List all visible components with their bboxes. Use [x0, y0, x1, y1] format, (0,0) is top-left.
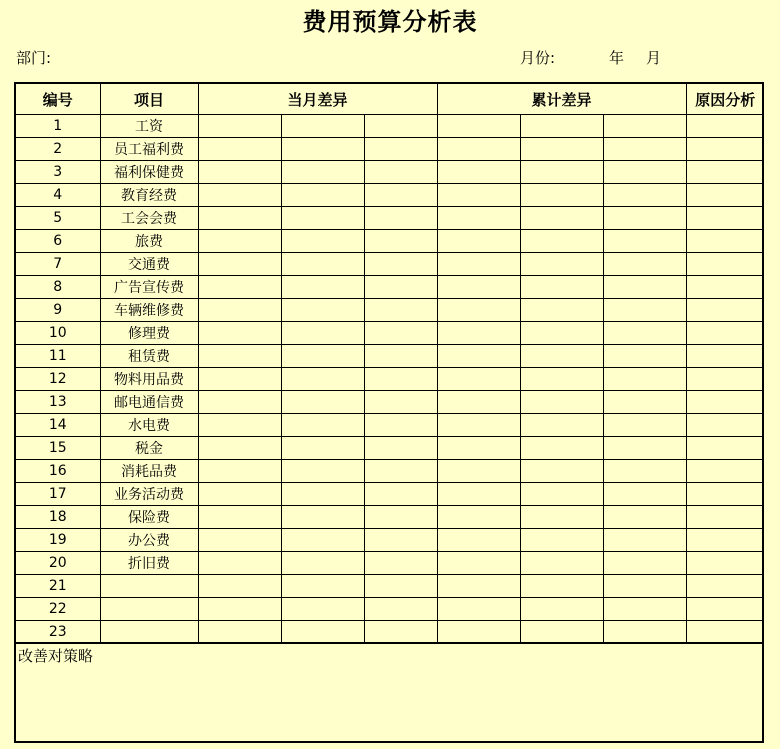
- cumulative-variance-cell[interactable]: [437, 345, 520, 368]
- current-month-variance-cell[interactable]: [281, 322, 364, 345]
- cumulative-variance-cell[interactable]: [520, 414, 603, 437]
- current-month-variance-cell[interactable]: [281, 552, 364, 575]
- current-month-variance-cell[interactable]: [198, 184, 281, 207]
- current-month-variance-cell[interactable]: [281, 230, 364, 253]
- table-row: [16, 138, 764, 161]
- current-month-variance-cell[interactable]: [198, 391, 281, 414]
- current-month-variance-cell[interactable]: [281, 598, 364, 621]
- current-month-variance-cell[interactable]: [364, 598, 437, 621]
- current-month-variance-cell[interactable]: [198, 575, 281, 598]
- current-month-variance-cell[interactable]: [198, 161, 281, 184]
- row-number-cell: 19: [16, 529, 100, 552]
- cause-analysis-cell[interactable]: [686, 253, 764, 276]
- table-row: [16, 506, 764, 529]
- row-number-cell: 12: [16, 368, 100, 391]
- cumulative-variance-cell[interactable]: [603, 575, 686, 598]
- cumulative-variance-cell[interactable]: [437, 460, 520, 483]
- row-number-cell: 2: [16, 138, 100, 161]
- cumulative-variance-cell[interactable]: [603, 322, 686, 345]
- cumulative-variance-cell[interactable]: [520, 345, 603, 368]
- current-month-variance-cell[interactable]: [364, 483, 437, 506]
- current-month-variance-cell[interactable]: [281, 437, 364, 460]
- row-number-cell: 6: [16, 230, 100, 253]
- expense-item-cell[interactable]: 消耗品费: [100, 460, 198, 483]
- table-row: [16, 391, 764, 414]
- current-month-variance-cell[interactable]: [281, 529, 364, 552]
- cumulative-variance-cell[interactable]: [520, 621, 603, 644]
- current-month-variance-cell[interactable]: [198, 322, 281, 345]
- cumulative-variance-cell[interactable]: [437, 529, 520, 552]
- cumulative-variance-cell[interactable]: [437, 230, 520, 253]
- table-row: [16, 414, 764, 437]
- current-month-variance-cell[interactable]: [364, 368, 437, 391]
- current-month-variance-cell[interactable]: [364, 437, 437, 460]
- table-row: [16, 621, 764, 644]
- column-header-current-month-variance: 当月差异: [198, 84, 437, 115]
- row-number-cell: 8: [16, 276, 100, 299]
- cumulative-variance-cell[interactable]: [520, 529, 603, 552]
- row-number-cell: 13: [16, 391, 100, 414]
- cumulative-variance-cell[interactable]: [437, 322, 520, 345]
- year-unit-label: 年: [609, 49, 625, 67]
- current-month-variance-cell[interactable]: [198, 207, 281, 230]
- cumulative-variance-cell[interactable]: [520, 483, 603, 506]
- row-number-cell: 21: [16, 575, 100, 598]
- cumulative-variance-cell[interactable]: [520, 184, 603, 207]
- current-month-variance-cell[interactable]: [198, 276, 281, 299]
- cause-analysis-cell[interactable]: [686, 621, 764, 644]
- cumulative-variance-cell[interactable]: [520, 506, 603, 529]
- cumulative-variance-cell[interactable]: [603, 368, 686, 391]
- cumulative-variance-cell[interactable]: [603, 207, 686, 230]
- current-month-variance-cell[interactable]: [198, 230, 281, 253]
- current-month-variance-cell[interactable]: [198, 299, 281, 322]
- month-label: 月份:: [520, 49, 556, 67]
- current-month-variance-cell[interactable]: [281, 483, 364, 506]
- improvement-strategy-area[interactable]: [16, 642, 762, 744]
- table-row: [16, 368, 764, 391]
- expense-item-cell[interactable]: [100, 621, 198, 644]
- expense-item-cell[interactable]: 租赁费: [100, 345, 198, 368]
- row-number-cell: 11: [16, 345, 100, 368]
- current-month-variance-cell[interactable]: [364, 322, 437, 345]
- row-number-cell: 7: [16, 253, 100, 276]
- current-month-variance-cell[interactable]: [281, 391, 364, 414]
- column-header-cumulative-variance: 累计差异: [437, 84, 686, 115]
- cumulative-variance-cell[interactable]: [520, 552, 603, 575]
- cumulative-variance-cell[interactable]: [437, 184, 520, 207]
- current-month-variance-cell[interactable]: [198, 506, 281, 529]
- current-month-variance-cell[interactable]: [281, 253, 364, 276]
- table-row: [16, 575, 764, 598]
- expense-item-cell[interactable]: 修理费: [100, 322, 198, 345]
- cause-analysis-cell[interactable]: [686, 552, 764, 575]
- cumulative-variance-cell[interactable]: [437, 437, 520, 460]
- table-row: [16, 322, 764, 345]
- current-month-variance-cell[interactable]: [364, 552, 437, 575]
- table-row: [16, 161, 764, 184]
- cumulative-variance-cell[interactable]: [437, 414, 520, 437]
- current-month-variance-cell[interactable]: [198, 138, 281, 161]
- expense-item-cell[interactable]: 车辆维修费: [100, 299, 198, 322]
- row-number-cell: 3: [16, 161, 100, 184]
- cause-analysis-cell[interactable]: [686, 276, 764, 299]
- table-row: [16, 529, 764, 552]
- table-row: [16, 299, 764, 322]
- current-month-variance-cell[interactable]: [281, 276, 364, 299]
- cumulative-variance-cell[interactable]: [603, 184, 686, 207]
- cumulative-variance-cell[interactable]: [520, 391, 603, 414]
- current-month-variance-cell[interactable]: [364, 253, 437, 276]
- budget-analysis-sheet: [14, 82, 764, 743]
- current-month-variance-cell[interactable]: [281, 138, 364, 161]
- table-row: [16, 230, 764, 253]
- cumulative-variance-cell[interactable]: [603, 437, 686, 460]
- row-number-cell: 22: [16, 598, 100, 621]
- cause-analysis-cell[interactable]: [686, 483, 764, 506]
- row-number-cell: 4: [16, 184, 100, 207]
- page-title: 费用预算分析表: [302, 8, 478, 36]
- current-month-variance-cell[interactable]: [364, 460, 437, 483]
- table-row: [16, 276, 764, 299]
- cumulative-variance-cell[interactable]: [437, 621, 520, 644]
- cumulative-variance-cell[interactable]: [520, 368, 603, 391]
- cumulative-variance-cell[interactable]: [603, 138, 686, 161]
- current-month-variance-cell[interactable]: [281, 621, 364, 644]
- cumulative-variance-cell[interactable]: [520, 230, 603, 253]
- row-number-cell: 17: [16, 483, 100, 506]
- row-number-cell: 9: [16, 299, 100, 322]
- cumulative-variance-cell[interactable]: [437, 207, 520, 230]
- expense-item-cell[interactable]: 物料用品费: [100, 368, 198, 391]
- current-month-variance-cell[interactable]: [198, 368, 281, 391]
- expense-item-cell[interactable]: 旅费: [100, 230, 198, 253]
- cumulative-variance-cell[interactable]: [437, 115, 520, 138]
- cumulative-variance-cell[interactable]: [437, 299, 520, 322]
- current-month-variance-cell[interactable]: [281, 345, 364, 368]
- row-number-cell: 15: [16, 437, 100, 460]
- cause-analysis-cell[interactable]: [686, 391, 764, 414]
- table-row: [16, 115, 764, 138]
- current-month-variance-cell[interactable]: [364, 230, 437, 253]
- table-row: [16, 207, 764, 230]
- month-unit-label: 月: [646, 49, 662, 67]
- cumulative-variance-cell[interactable]: [437, 161, 520, 184]
- cumulative-variance-cell[interactable]: [603, 161, 686, 184]
- cumulative-variance-cell[interactable]: [437, 391, 520, 414]
- current-month-variance-cell[interactable]: [364, 207, 437, 230]
- cumulative-variance-cell[interactable]: [520, 299, 603, 322]
- column-header-item: 项目: [100, 84, 198, 115]
- table-row: [16, 184, 764, 207]
- cumulative-variance-cell[interactable]: [520, 598, 603, 621]
- cause-analysis-cell[interactable]: [686, 184, 764, 207]
- cumulative-variance-cell[interactable]: [520, 115, 603, 138]
- current-month-variance-cell[interactable]: [281, 575, 364, 598]
- cumulative-variance-cell[interactable]: [603, 483, 686, 506]
- table-row: [16, 253, 764, 276]
- cumulative-variance-cell[interactable]: [520, 460, 603, 483]
- cumulative-variance-cell[interactable]: [520, 253, 603, 276]
- cumulative-variance-cell[interactable]: [603, 529, 686, 552]
- current-month-variance-cell[interactable]: [198, 414, 281, 437]
- current-month-variance-cell[interactable]: [198, 345, 281, 368]
- expense-item-cell[interactable]: 广告宣传费: [100, 276, 198, 299]
- cause-analysis-cell[interactable]: [686, 299, 764, 322]
- current-month-variance-cell[interactable]: [281, 460, 364, 483]
- cumulative-variance-cell[interactable]: [437, 506, 520, 529]
- table-row: [16, 345, 764, 368]
- row-number-cell: 5: [16, 207, 100, 230]
- current-month-variance-cell[interactable]: [281, 506, 364, 529]
- cumulative-variance-cell[interactable]: [603, 276, 686, 299]
- expense-item-cell[interactable]: 教育经费: [100, 184, 198, 207]
- expense-item-cell[interactable]: 工会会费: [100, 207, 198, 230]
- cause-analysis-cell[interactable]: [686, 230, 764, 253]
- expense-item-cell[interactable]: 业务活动费: [100, 483, 198, 506]
- cumulative-variance-cell[interactable]: [603, 230, 686, 253]
- current-month-variance-cell[interactable]: [364, 414, 437, 437]
- cause-analysis-cell[interactable]: [686, 437, 764, 460]
- current-month-variance-cell[interactable]: [198, 460, 281, 483]
- expense-item-cell[interactable]: 税金: [100, 437, 198, 460]
- current-month-variance-cell[interactable]: [364, 299, 437, 322]
- cumulative-variance-cell[interactable]: [520, 138, 603, 161]
- current-month-variance-cell[interactable]: [281, 115, 364, 138]
- row-number-cell: 23: [16, 621, 100, 644]
- cumulative-variance-cell[interactable]: [520, 161, 603, 184]
- cumulative-variance-cell[interactable]: [437, 598, 520, 621]
- cumulative-variance-cell[interactable]: [603, 621, 686, 644]
- cumulative-variance-cell[interactable]: [437, 368, 520, 391]
- current-month-variance-cell[interactable]: [364, 115, 437, 138]
- cumulative-variance-cell[interactable]: [603, 115, 686, 138]
- cumulative-variance-cell[interactable]: [437, 575, 520, 598]
- row-number-cell: 16: [16, 460, 100, 483]
- current-month-variance-cell[interactable]: [198, 552, 281, 575]
- cause-analysis-cell[interactable]: [686, 598, 764, 621]
- current-month-variance-cell[interactable]: [364, 391, 437, 414]
- cumulative-variance-cell[interactable]: [603, 345, 686, 368]
- current-month-variance-cell[interactable]: [364, 276, 437, 299]
- current-month-variance-cell[interactable]: [198, 115, 281, 138]
- row-number-cell: 1: [16, 115, 100, 138]
- cumulative-variance-cell[interactable]: [520, 276, 603, 299]
- current-month-variance-cell[interactable]: [364, 575, 437, 598]
- current-month-variance-cell[interactable]: [281, 414, 364, 437]
- row-number-cell: 20: [16, 552, 100, 575]
- cause-analysis-cell[interactable]: [686, 529, 764, 552]
- column-header-cause-analysis: 原因分析: [686, 84, 764, 115]
- table-row: [16, 598, 764, 621]
- row-number-cell: 10: [16, 322, 100, 345]
- row-number-cell: 18: [16, 506, 100, 529]
- cause-analysis-cell[interactable]: [686, 138, 764, 161]
- current-month-variance-cell[interactable]: [364, 138, 437, 161]
- expense-item-cell[interactable]: 水电费: [100, 414, 198, 437]
- cumulative-variance-cell[interactable]: [437, 483, 520, 506]
- current-month-variance-cell[interactable]: [364, 529, 437, 552]
- cause-analysis-cell[interactable]: [686, 414, 764, 437]
- cumulative-variance-cell[interactable]: [437, 138, 520, 161]
- current-month-variance-cell[interactable]: [364, 506, 437, 529]
- current-month-variance-cell[interactable]: [198, 437, 281, 460]
- improvement-strategy-label: 改善对策略: [18, 647, 94, 665]
- expense-item-cell[interactable]: 交通费: [100, 253, 198, 276]
- cumulative-variance-cell[interactable]: [520, 437, 603, 460]
- current-month-variance-cell[interactable]: [364, 621, 437, 644]
- cause-analysis-cell[interactable]: [686, 460, 764, 483]
- cause-analysis-cell[interactable]: [686, 322, 764, 345]
- table-row: [16, 483, 764, 506]
- current-month-variance-cell[interactable]: [281, 161, 364, 184]
- expense-item-cell[interactable]: 员工福利费: [100, 138, 198, 161]
- cumulative-variance-cell[interactable]: [437, 276, 520, 299]
- cumulative-variance-cell[interactable]: [603, 552, 686, 575]
- expense-item-cell[interactable]: 工资: [100, 115, 198, 138]
- cause-analysis-cell[interactable]: [686, 345, 764, 368]
- department-label: 部门:: [16, 49, 52, 67]
- column-header-number: 编号: [16, 84, 100, 115]
- cause-analysis-cell[interactable]: [686, 207, 764, 230]
- current-month-variance-cell[interactable]: [198, 253, 281, 276]
- cause-analysis-cell[interactable]: [686, 575, 764, 598]
- cumulative-variance-cell[interactable]: [603, 391, 686, 414]
- cumulative-variance-cell[interactable]: [520, 322, 603, 345]
- current-month-variance-cell[interactable]: [281, 207, 364, 230]
- current-month-variance-cell[interactable]: [198, 529, 281, 552]
- cumulative-variance-cell[interactable]: [603, 460, 686, 483]
- cause-analysis-cell[interactable]: [686, 161, 764, 184]
- cumulative-variance-cell[interactable]: [603, 414, 686, 437]
- expense-item-cell[interactable]: 邮电通信费: [100, 391, 198, 414]
- cumulative-variance-cell[interactable]: [603, 506, 686, 529]
- current-month-variance-cell[interactable]: [198, 621, 281, 644]
- table-row: [16, 460, 764, 483]
- cumulative-variance-cell[interactable]: [437, 552, 520, 575]
- expense-item-cell[interactable]: 福利保健费: [100, 161, 198, 184]
- cause-analysis-cell[interactable]: [686, 115, 764, 138]
- expense-item-cell[interactable]: 折旧费: [100, 552, 198, 575]
- current-month-variance-cell[interactable]: [281, 299, 364, 322]
- current-month-variance-cell[interactable]: [364, 345, 437, 368]
- current-month-variance-cell[interactable]: [281, 184, 364, 207]
- current-month-variance-cell[interactable]: [198, 483, 281, 506]
- table-row: [16, 437, 764, 460]
- table-header-row: [16, 84, 764, 115]
- cumulative-variance-cell[interactable]: [520, 207, 603, 230]
- expense-item-cell[interactable]: 保险费: [100, 506, 198, 529]
- expense-item-cell[interactable]: [100, 575, 198, 598]
- budget-table: [16, 84, 764, 644]
- cumulative-variance-cell[interactable]: [520, 575, 603, 598]
- row-number-cell: 14: [16, 414, 100, 437]
- cumulative-variance-cell[interactable]: [603, 299, 686, 322]
- expense-item-cell[interactable]: 办公费: [100, 529, 198, 552]
- expense-item-cell[interactable]: [100, 598, 198, 621]
- cause-analysis-cell[interactable]: [686, 368, 764, 391]
- current-month-variance-cell[interactable]: [364, 184, 437, 207]
- table-row: [16, 552, 764, 575]
- cumulative-variance-cell[interactable]: [603, 253, 686, 276]
- current-month-variance-cell[interactable]: [281, 368, 364, 391]
- current-month-variance-cell[interactable]: [198, 598, 281, 621]
- cause-analysis-cell[interactable]: [686, 506, 764, 529]
- cumulative-variance-cell[interactable]: [603, 598, 686, 621]
- cumulative-variance-cell[interactable]: [437, 253, 520, 276]
- current-month-variance-cell[interactable]: [364, 161, 437, 184]
